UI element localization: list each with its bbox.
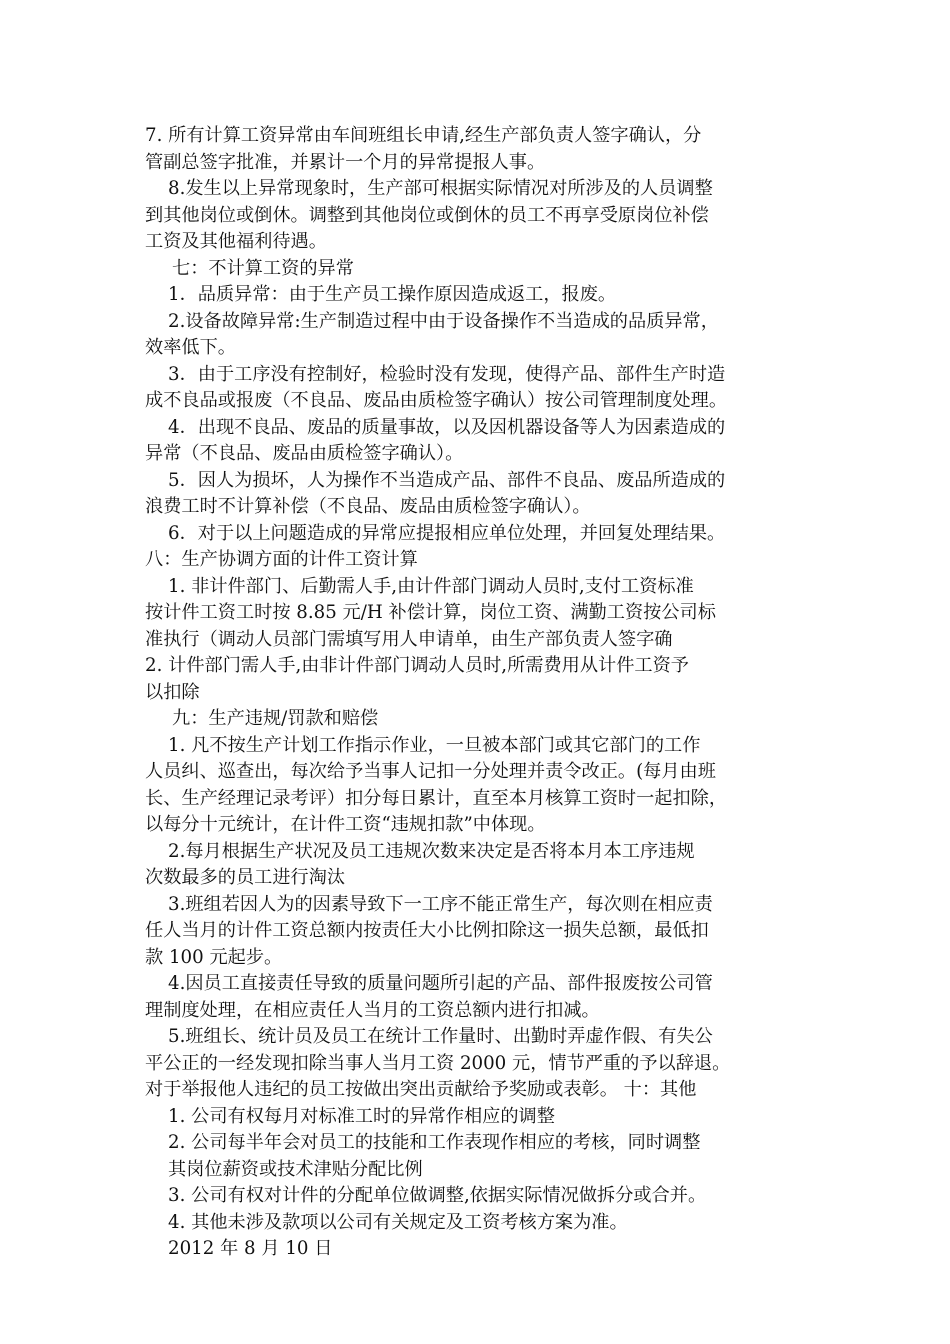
text-line: 7. 所有计算工资异常由车间班组长申请,经生产部负责人签字确认，分 xyxy=(145,125,702,146)
text-line: 款 100 元起步。 xyxy=(145,946,283,968)
text-line: 浪费工时不计算补偿（不良品、废品由质检签字确认）。 xyxy=(145,496,591,517)
text-line: 4.因员工直接责任导致的质量问题所引起的产品、部件报废按公司管 xyxy=(168,973,713,994)
text-line: 长、生产经理记录考评）扣分每日累计，直至本月核算工资时一起扣除， xyxy=(145,787,728,809)
text-line: 5．因人为损坏，人为操作不当造成产品、部件不良品、废品所造成的 xyxy=(168,469,726,491)
text-line: 1. 非计件部门、后勤需人手,由计件部门调动人员时,支付工资标准 xyxy=(168,575,694,597)
text-line: 3．由于工序没有控制好，检验时没有发现，使得产品、部件生产时造 xyxy=(168,363,726,385)
text-line: 理制度处理，在相应责任人当月的工资总额内进行扣减。 xyxy=(145,999,600,1021)
text-line: 以扣除 xyxy=(145,681,200,703)
text-line: 按计件工资工时按 8.85 元/H 补偿计算，岗位工资、满勤工资按公司标 xyxy=(145,602,716,623)
text-line: 1. 凡不按生产计划工作指示作业，一旦被本部门或其它部门的工作 xyxy=(168,734,701,756)
text-line: 效率低下。 xyxy=(145,337,236,358)
text-line: 2012 年 8 月 10 日 xyxy=(168,1238,333,1259)
document-body xyxy=(145,123,815,1263)
text-line: 1．品质异常：由于生产员工操作原因造成返工，报废。 xyxy=(168,284,617,305)
text-line: 1. 公司有权每月对标准工时的异常作相应的调整 xyxy=(168,1105,555,1127)
text-line: 任人当月的计件工资总额内按责任大小比例扣除这一损失总额，最低扣 xyxy=(145,920,709,941)
text-line: 2. 公司每半年会对员工的技能和工作表现作相应的考核，同时调整 xyxy=(168,1132,701,1153)
text-line: 对于举报他人违纪的员工按做出突出贡献给予奖励或表彰。 十：其他 xyxy=(145,1079,697,1100)
text-line: 3.班组若因人为的因素导致下一工序不能正常生产，每次则在相应责 xyxy=(168,893,713,915)
text-line: 4．出现不良品、废品的质量事故，以及因机器设备等人为因素造成的 xyxy=(168,416,726,438)
text-line: 准执行（调动人员部门需填写用人申请单，由生产部负责人签字确 xyxy=(145,628,673,650)
text-line: 其岗位薪资或技术津贴分配比例 xyxy=(168,1158,423,1180)
text-line: 人员纠、巡查出，每次给予当事人记扣一分处理并责令改正。(每月由班 xyxy=(145,761,716,782)
text-line: 4. 其他未涉及款项以公司有关规定及工资考核方案为准。 xyxy=(168,1211,628,1233)
text-line: 6．对于以上问题造成的异常应提报相应单位处理，并回复处理结果。 xyxy=(168,522,726,544)
text-line: 异常（不良品、废品由质检签字确认）。 xyxy=(145,443,464,464)
text-line: 3. 公司有权对计件的分配单位做调整,依据实际情况做拆分或合并。 xyxy=(168,1185,707,1206)
text-line: 到其他岗位或倒休。调整到其他岗位或倒休的员工不再享受原岗位补偿 xyxy=(145,204,709,226)
text-line: 工资及其他福利待遇。 xyxy=(145,231,327,252)
text-line: 八：生产协调方面的计件工资计算 xyxy=(145,549,418,570)
text-line: 2.每月根据生产状况及员工违规次数来决定是否将本月本工序违规 xyxy=(168,840,695,862)
text-line: 2.设备故障异常:生产制造过程中由于设备操作不当造成的品质异常， xyxy=(168,310,719,332)
text-line: 管副总签字批准，并累计一个月的异常提报人事。 xyxy=(145,151,546,173)
text-line: 2. 计件部门需人手,由非计件部门调动人员时,所需费用从计件工资予 xyxy=(145,655,689,676)
text-line: 成不良品或报废（不良品、废品由质检签字确认）按公司管理制度处理。 xyxy=(145,390,728,411)
text-line: 七：不计算工资的异常 xyxy=(172,257,354,279)
text-line: 平公正的一经发现扣除当事人当月工资 2000 元，情节严重的予以辞退。 xyxy=(145,1052,731,1074)
text-line: 以每分十元统计，在计件工资“违规扣款”中体现。 xyxy=(145,814,546,835)
text-line: 次数最多的员工进行淘汰 xyxy=(145,867,346,888)
text-line: 5.班组长、统计员及员工在统计工作量时、出勤时弄虚作假、有失公 xyxy=(168,1026,713,1047)
text-line: 九：生产违规/罚款和赔偿 xyxy=(172,708,379,729)
text-line: 8.发生以上异常现象时，生产部可根据实际情况对所涉及的人员调整 xyxy=(168,178,713,199)
